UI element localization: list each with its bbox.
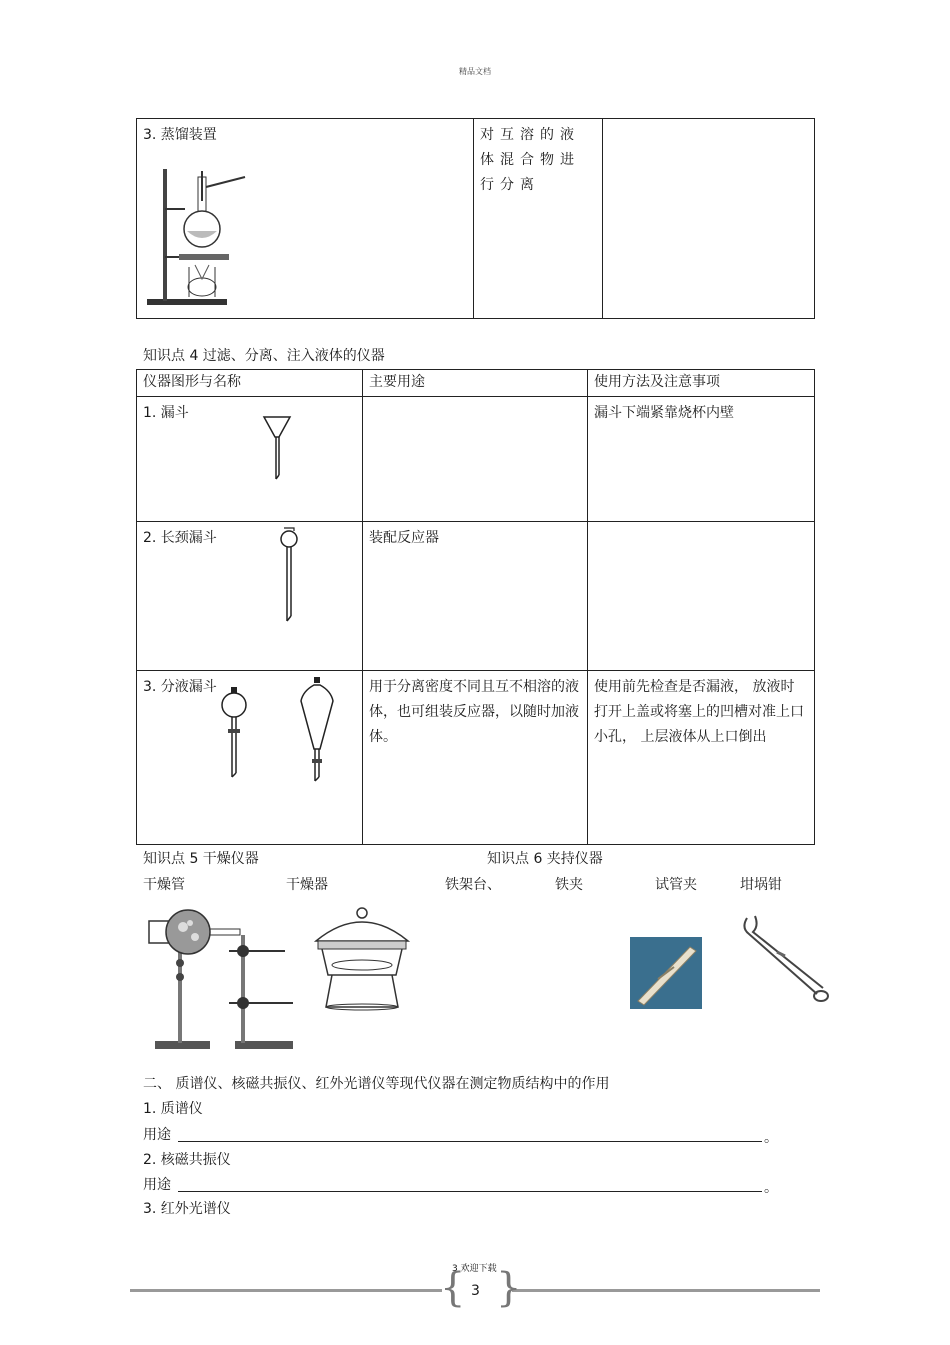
label-drying-tube: 干燥管 <box>143 877 185 893</box>
long-funnel-use: 装配反应器 <box>363 522 588 671</box>
label-iron-clamp: 铁夹 <box>555 877 583 893</box>
separatory-funnel-use: 用于分离密度不同且互不相溶的液体，也可组装反应器，以随时加液体。 <box>363 671 588 845</box>
test-tube-clamp-image <box>630 937 702 1009</box>
funnel-name-cell <box>137 397 363 522</box>
use2-blank-line[interactable] <box>178 1191 762 1192</box>
round-separatory-funnel-image <box>219 685 249 785</box>
part2-title: 二、 质谱仪、核磁共振仪、红外光谱仪等现代仪器在测定物质结构中的作用 <box>143 1076 610 1092</box>
footer-right-brace: } <box>496 1265 522 1311</box>
footer-small: 3 欢迎下载 <box>452 1264 497 1274</box>
long-neck-funnel-image <box>277 526 301 626</box>
label-crucible-tongs: 坩埚钳 <box>740 877 782 893</box>
label-test-tube-clamp: 试管夹 <box>655 877 697 893</box>
distillation-table <box>136 118 815 319</box>
footer-rule-left <box>130 1289 442 1292</box>
distillation-name: 3. 蒸馏装置 <box>143 127 217 143</box>
separatory-funnel-method: 使用前先检查是否漏液， 放液时打开上盖或将塞上的凹槽对准上口小孔， 上层液体从上口倒出 <box>588 671 815 845</box>
pear-separatory-funnel-image <box>297 675 337 785</box>
funnel-image <box>262 415 292 485</box>
header-use: 主要用途 <box>363 370 588 397</box>
table-row <box>137 671 815 845</box>
item2-label: 2. 核磁共振仪 <box>143 1152 231 1168</box>
distillation-method <box>603 119 815 319</box>
item3-label: 3. 红外光谱仪 <box>143 1201 231 1217</box>
page-number: 3 <box>471 1283 480 1299</box>
footer-left-brace: { <box>440 1265 466 1311</box>
long-funnel-name-cell <box>137 522 363 671</box>
funnel-method: 漏斗下端紧靠烧杯内壁 <box>588 397 815 522</box>
distillation-name-cell <box>137 119 474 319</box>
section6-title: 知识点 6 夹持仪器 <box>487 851 603 867</box>
separatory-funnel-name: 3. 分液漏斗 <box>143 679 217 695</box>
distillation-use: 对互溶的液体混合物进行分离 <box>474 119 603 319</box>
label-iron-stand: 铁架台、 <box>445 877 501 893</box>
funnel-table <box>136 369 815 845</box>
use2-label: 用途 <box>143 1177 171 1193</box>
footer-rule-right <box>512 1289 820 1292</box>
section5-title: 知识点 5 干燥仪器 <box>143 851 259 867</box>
table-row <box>137 522 815 671</box>
crucible-tongs-image <box>737 912 832 1012</box>
header-name: 仪器图形与名称 <box>137 370 363 397</box>
use1-label: 用途 <box>143 1127 171 1143</box>
distillation-apparatus-image <box>145 161 255 311</box>
funnel-use <box>363 397 588 522</box>
drying-tube-stand-image <box>145 905 295 1055</box>
table-row <box>137 397 815 522</box>
label-desiccator: 干燥器 <box>286 877 328 893</box>
long-funnel-name: 2. 长颈漏斗 <box>143 530 217 546</box>
header-mark: 精品文档 <box>459 67 491 76</box>
section4-title: 知识点 4 过滤、分离、注入液体的仪器 <box>143 348 385 364</box>
desiccator-image <box>312 903 412 1013</box>
use1-blank-line[interactable] <box>178 1141 762 1142</box>
funnel-name: 1. 漏斗 <box>143 405 189 421</box>
item1-label: 1. 质谱仪 <box>143 1101 203 1117</box>
use2-period: 。 <box>764 1180 778 1196</box>
use1-period: 。 <box>764 1130 778 1146</box>
long-funnel-method <box>588 522 815 671</box>
header-method: 使用方法及注意事项 <box>588 370 815 397</box>
separatory-funnel-name-cell <box>137 671 363 845</box>
